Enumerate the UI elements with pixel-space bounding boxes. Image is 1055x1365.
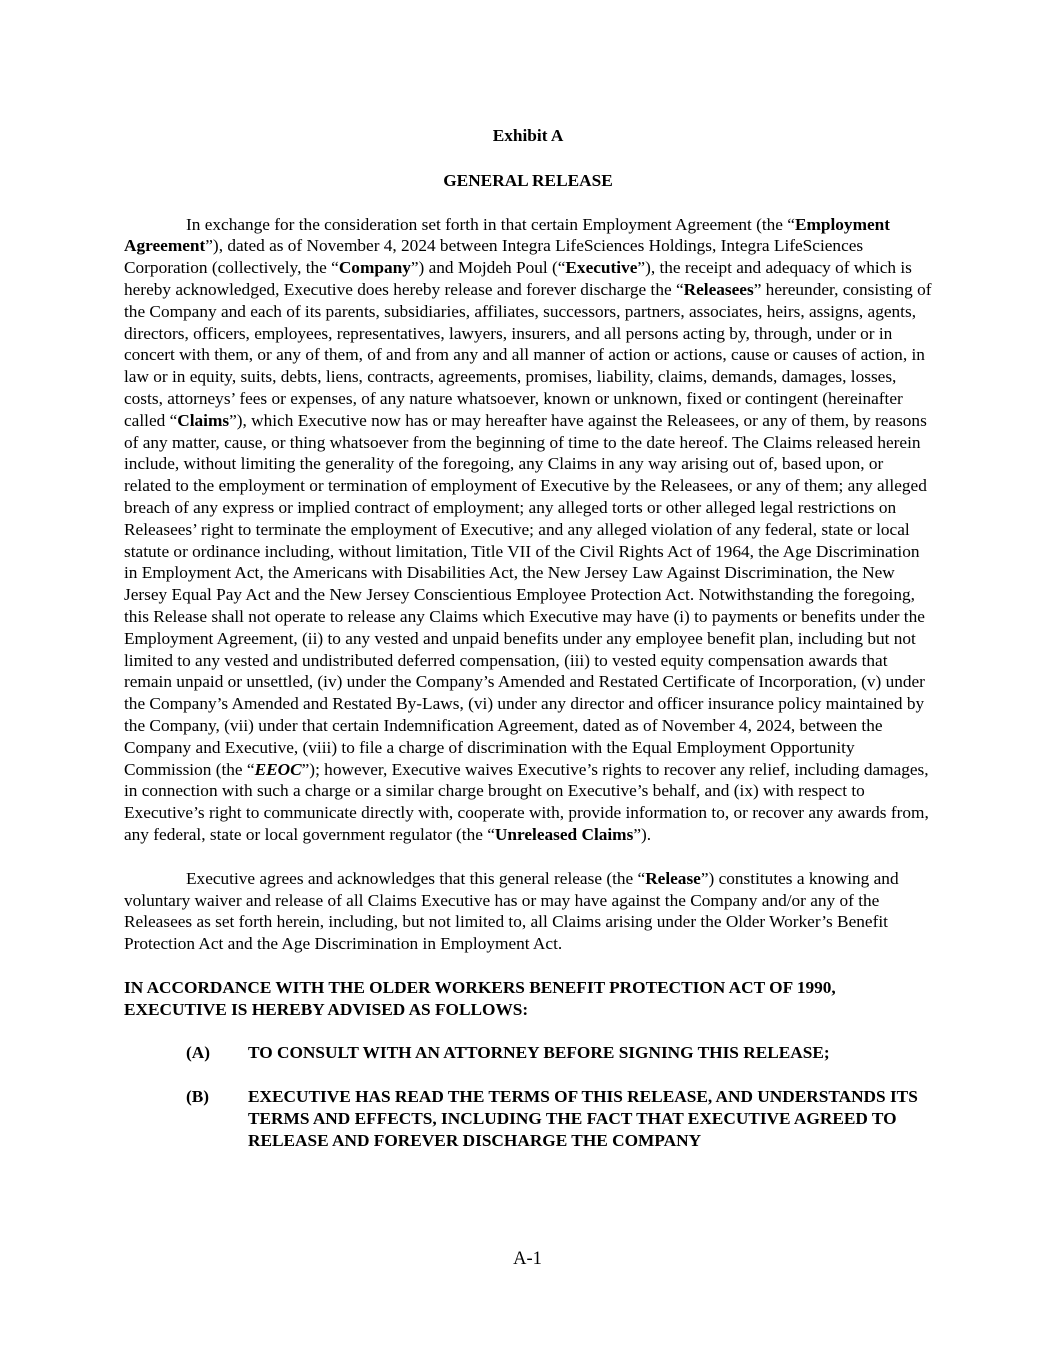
page-number: A-1 — [513, 1249, 542, 1269]
document-body — [124, 125, 932, 1174]
text-span: In exchange for the consideration set forth in that certain Employment Agreement (the “ — [186, 214, 795, 234]
release-paragraph — [124, 214, 932, 846]
advisory-item-a — [186, 1042, 932, 1064]
defined-term-claims: Claims — [177, 410, 230, 430]
item-label: (B) — [186, 1087, 210, 1107]
text-span: ”), dated as of November 4, 2024 between Integra LifeSciences Holdings, Integra LifeSciences Corporation (collectively, the “ — [124, 236, 864, 278]
text-span: ”) and Mojdeh Poul (“ — [410, 258, 566, 278]
text-span: ”). — [633, 824, 652, 844]
defined-term-employment-agreement: Employment Agreement — [124, 214, 890, 256]
advisory-item-b — [186, 1086, 932, 1151]
defined-term-executive: Executive — [565, 258, 638, 278]
text-span: ”); however, Executive waives Executive’s rights to recover any relief, including damages, in connection with such a charge or a similar charge brought on Executive’s behalf, and (ix) with respect to Executive’s right to communicate directly with, cooperate with, provide information to, or recover any awards from, any federal, state or local government regulator (the “ — [124, 759, 929, 844]
text-span: ”), the receipt and adequacy of which is hereby acknowledged, Executive does hereby release and forever discharge the “ — [124, 258, 912, 299]
defined-term-company: Company — [338, 258, 411, 278]
defined-term-eeoc: EEOC — [254, 759, 302, 779]
defined-term-releasees: Releasees — [683, 279, 754, 299]
text-span: ” hereunder, consisting of the Company and each of its parents, subsidiaries, affiliates, successors, partners, associates, heirs, assigns, agents, directors, officers, employees, representatives, lawyers, insurers, and all persons acting by, through, under or in concert with them, or any of them, of and from any and all manner of action or actions, cause or causes of action, in law or in equity, suits, debts, liens, contracts, agreements, promises, liability, claims, demands, damages, losses, costs, attorneys’ fees or expenses, of any nature whatsoever, known or unknown, fixed or contingent (hereinafter called “ — [124, 279, 932, 430]
item-text: TO CONSULT WITH AN ATTORNEY BEFORE SIGNING THIS RELEASE; — [248, 1043, 830, 1063]
item-label: (A) — [186, 1043, 210, 1063]
defined-term-release: Release — [645, 868, 701, 888]
text-span: ”), which Executive now has or may hereafter have against the Releasees, or any of them, by reasons of any matter, cause, or thing whatsoever from the beginning of time to the date hereof. The Claims released herein include, without limiting the generality of the foregoing, any Claims in any way arising out of, based upon, or related to the employment or termination of employment of Executive by the Releasees, or any of them; any alleged breach of any express or implied contract of employment; any alleged torts or other alleged legal restrictions on Releasees’ right to terminate the employment of Executive; and any alleged violation of any federal, state or local statute or ordinance including, without limitation, Title VII of the Civil Rights Act of 1964, the Age Discrimination in Employment Act, the Americans with Disabilities Act, the New Jersey Law Against Discrimination, the New Jersey Equal Pay Act and the New Jersey Conscientious Employee Protection Act. Notwithstanding the foregoing, this Release shall not operate to release any Claims which Executive may have (i) to payments or benefits under the Employment Agreement, (ii) to any vested and unpaid benefits under any employee benefit plan, including but not limited to any vested and undistributed deferred compensation, (iii) to vested equity compensation awards that remain unpaid or unsettled, (iv) under the Company’s Amended and Restated Certificate of Incorporation, (v) under the Company’s Amended and Restated By-Laws, (vi) under any director and officer insurance policy maintained by the Company, (vii) under that certain Indemnification Agreement, dated as of November 4, 2024, between the Company and Executive, (viii) to file a charge of discrimination with the Equal Employment Opportunity Commission (the “ — [124, 410, 927, 779]
exhibit-label: Exhibit A — [492, 126, 564, 145]
item-text: EXECUTIVE HAS READ THE TERMS OF THIS RELEASE, AND UNDERSTANDS ITS TERMS AND EFFECTS, INCLUDING THE FACT THAT EXECUTIVE AGREED TO RELEASE AND FOREVER DISCHARGE THE COMPANY — [248, 1087, 918, 1150]
acknowledgement-paragraph — [124, 868, 932, 955]
text-span: Executive agrees and acknowledges that this general release (the “ — [186, 868, 646, 888]
owbpa-notice: IN ACCORDANCE WITH THE OLDER WORKERS BENEFIT PROTECTION ACT OF 1990, EXECUTIVE IS HEREBY ADVISED AS FOLLOWS: — [124, 977, 836, 1019]
defined-term-unreleased-claims: Unreleased Claims — [494, 824, 634, 844]
document-title: GENERAL RELEASE — [443, 170, 613, 190]
text-span: ”) constitutes a knowing and voluntary waiver and release of all Claims Executive has or may have against the Company and/or any of the Releasees as set forth herein, including, but not limited to, all Claims arising under the Older Worker’s Benefit Protection Act and the Age Discrimination in Employment Act. — [124, 868, 899, 954]
